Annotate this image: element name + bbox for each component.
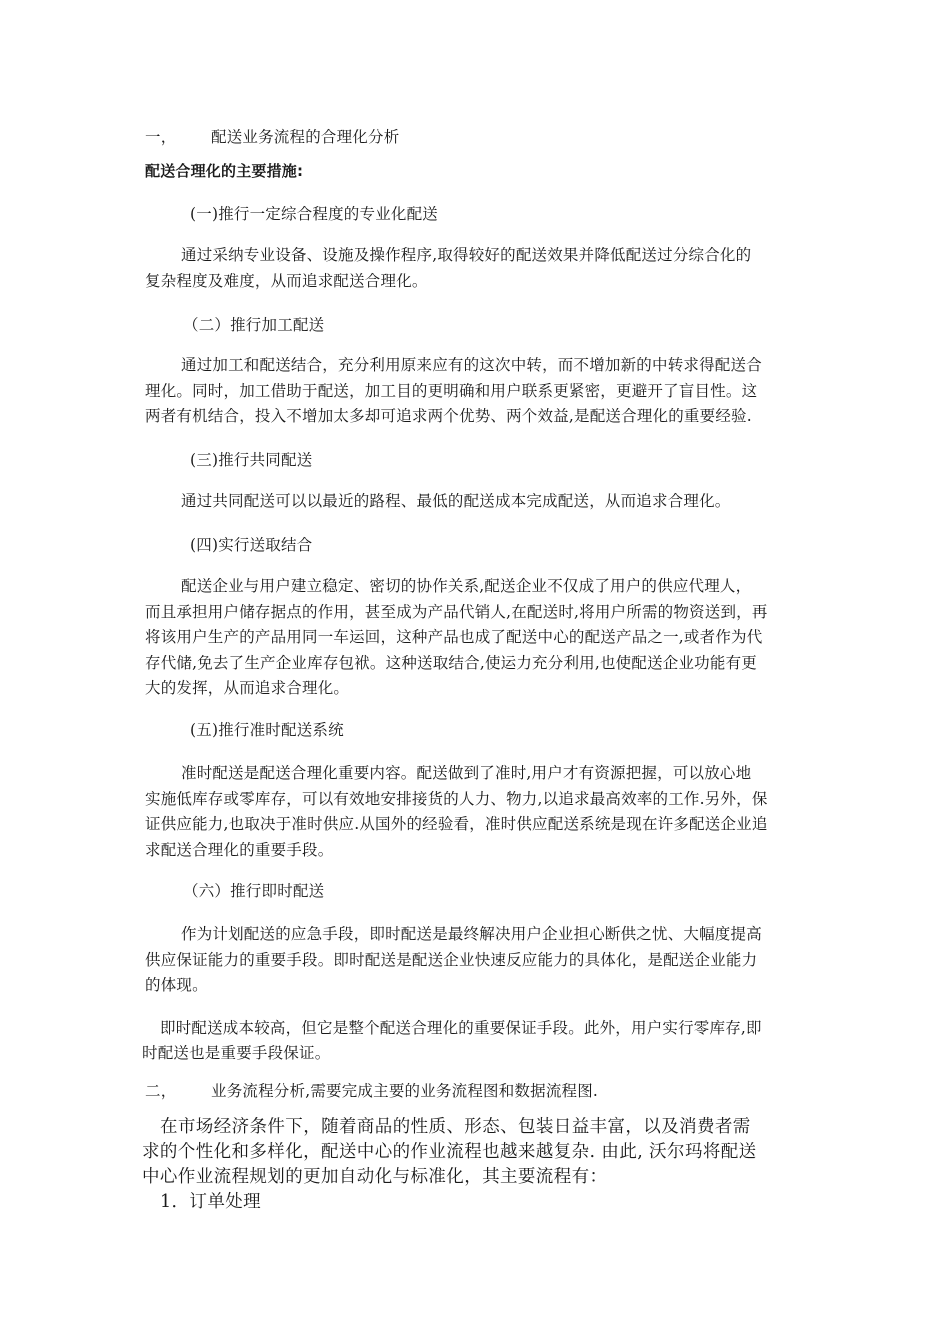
measure-3-heading: (三)推行共同配送 [190,451,313,469]
measure-4-body-line: 大的发挥，从而追求合理化。 [145,679,350,697]
section-1-title: 配送业务流程的合理化分析 [211,128,400,146]
measure-1-heading: (一)推行一定综合程度的专业化配送 [190,205,438,223]
measure-5-body-line: 证供应能力,也取决于准时供应.从国外的经验看，准时供应配送系统是现在许多配送企业追 [145,815,768,833]
measure-5-body-line: 实施低库存或零库存，可以有效地安排接货的人力、物力,以追求最高效率的工作.另外，保 [145,790,768,808]
list-item-order-processing: 1．订单处理 [160,1192,262,1212]
closing-line: 即时配送成本较高，但它是整个配送合理化的重要保证手段。此外，用户实行零库存,即 [160,1019,762,1037]
measure-2-body-line: 通过加工和配送结合，充分利用原来应有的这次中转，而不增加新的中转求得配送合 [181,356,762,374]
measure-4-body-line: 而且承担用户储存据点的作用，甚至成为产品代销人,在配送时,将用户所需的物资送到，再 [145,603,768,621]
section-2-number: 二， [145,1082,177,1100]
section-2-heading [145,1081,598,1101]
section-2-title: 业务流程分析,需要完成主要的业务流程图和数据流程图. [211,1082,599,1100]
measure-1-body-line: 复杂程度及难度，从而追求配送合理化。 [145,272,428,290]
measure-1-body-line: 通过采纳专业设备、设施及操作程序,取得较好的配送效果并降低配送过分综合化的 [181,246,752,264]
measure-6-body-line: 的体现。 [145,976,208,994]
measure-2-body-line: 理化。同时，加工借助于配送，加工目的更明确和用户联系更紧密，更避开了盲目性。这 [145,382,758,400]
measure-2-heading: （二）推行加工配送 [183,316,325,334]
measure-6-body-line: 供应保证能力的重要手段。即时配送是配送企业快速反应能力的具体化，是配送企业能力 [145,951,758,969]
closing-line: 时配送也是重要手段保证。 [142,1044,331,1062]
measure-4-body-line: 将该用户生产的产品用同一车运回，这种产品也成了配送中心的配送产品之一,或者作为代 [145,628,763,646]
section-1-number: 一， [145,128,177,146]
measure-4-heading: (四)实行送取结合 [190,536,313,554]
measure-6-heading: （六）推行即时配送 [183,882,325,900]
measure-2-body-line: 两者有机结合，投入不增加太多却可追求两个优势、两个效益,是配送合理化的重要经验. [145,407,752,425]
intro-line: 中心作业流程规划的更加自动化与标准化，其主要流程有： [142,1167,608,1187]
measure-4-body-line: 配送企业与用户建立稳定、密切的协作关系,配送企业不仅成了用户的供应代理人， [181,577,752,595]
intro-line: 在市场经济条件下，随着商品的性质、形态、包装日益丰富，以及消费者需 [160,1117,751,1137]
section-1-heading [145,127,399,147]
measure-4-body-line: 存代储,免去了生产企业库存包袱。这种送取结合,使运力充分利用,也使配送企业功能有更 [145,654,757,672]
measure-5-body-line: 求配送合理化的重要手段。 [145,841,334,859]
measure-3-body-line: 通过共同配送可以以最近的路程、最低的配送成本完成配送，从而追求合理化。 [181,492,731,510]
measures-subtitle: 配送合理化的主要措施: [145,162,304,180]
measure-5-heading: (五)推行准时配送系统 [190,721,344,739]
measure-6-body-line: 作为计划配送的应急手段，即时配送是最终解决用户企业担心断供之忧、大幅度提高 [181,925,762,943]
measure-5-body-line: 准时配送是配送合理化重要内容。配送做到了准时,用户才有资源把握，可以放心地 [181,764,752,782]
intro-line: 求的个性化和多样化，配送中心的作业流程也越来越复杂. 由此, 沃尔玛将配送 [142,1142,757,1162]
